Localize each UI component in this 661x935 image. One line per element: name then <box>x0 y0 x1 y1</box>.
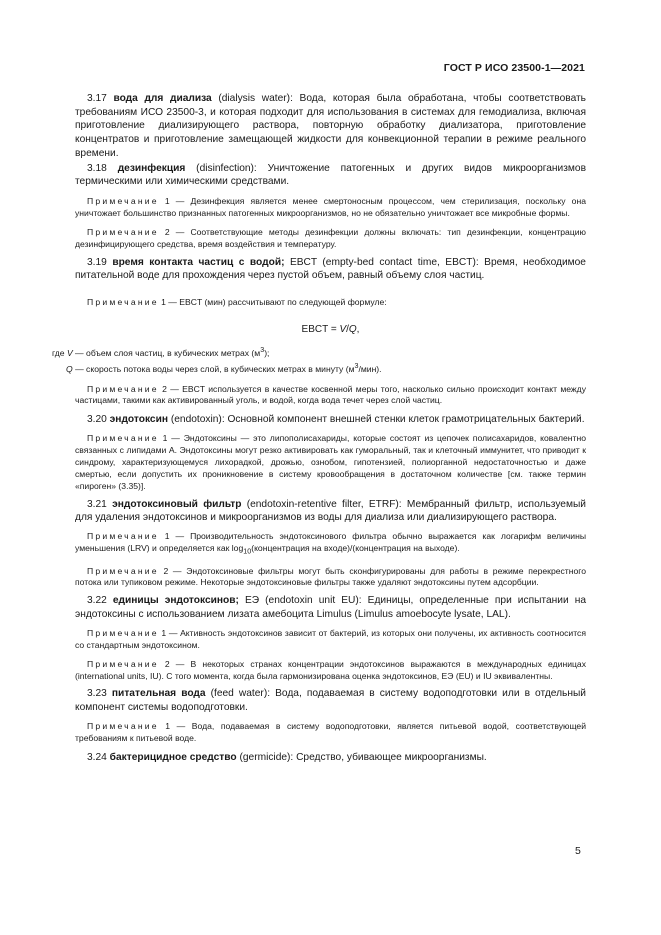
note-3-18-1: Примечание 1 — Дезинфекция является менее смертоносным процессом, чем стерилизация, поскольку она уничтожает большинство признанных патогенных микроорганизмов, но не обязательно уничтожает все микробные формы. <box>75 195 586 218</box>
term-3-17: 3.17 вода для диализа (dialysis water): Вода, которая была обработана, чтобы соответствовать требованиям ИСО 23500-3, и которая подходит для использования в системах для гемодиализа, включая приготовление диализирующего раствора, повторную обработку диализатора, приготовление концентратов и приготовление замещающей жидкости для конвекционной терапии в режиме реального времени. <box>75 93 586 159</box>
note-3-23-1: Примечание 1 — Вода, подаваемая в систему водоподготовки, является питьевой водой, соответствующей требованиям к питьевой воде. <box>75 720 586 743</box>
term-3-19: 3.19 время контакта частиц с водой; EBCT (empty-bed contact time, EBCT): Время, необходимое питательной воде для прохождения через пустой объем, равный объему слоя частиц. <box>75 256 586 282</box>
term-3-24: 3.24 бактерицидное средство (germicide): Средство, убивающее микроорганизмы. <box>87 751 487 763</box>
document-header: ГОСТ Р ИСО 23500-1—2021 <box>443 62 585 74</box>
note-3-19-1: Примечание 1 — EBCT (мин) рассчитывают по следующей формуле: <box>87 296 387 307</box>
formula-ebct: EBCT = V/Q, <box>301 323 360 335</box>
note-3-20-1: Примечание 1 — Эндотоксины — это липополисахариды, которые состоят из цепочек полисахаридов, ковалентно связанных с липидами А. Эндотоксины могут резко активировать как гуморальный, так и клеточный иммунитет, что приводит к синдрому, характеризующемуся лихорадкой, дрожью, ознобом, гипотензией, полиорганной недостаточностью и даже смертью, если допустить их проникновение в систему кровообращения в достаточном количестве [см. также термин «пироген» (3.35)]. <box>75 433 586 491</box>
term-3-21: 3.21 эндотоксиновый фильтр (endotoxin-retentive filter, ETRF): Мембранный фильтр, используемый для удаления эндотоксинов и микроорганизмов из воды для диализа или диализирующего раствора. <box>75 498 586 524</box>
note-3-21-2: Примечание 2 — Эндотоксиновые фильтры могут быть сконфигурированы для работы в режиме перекрестного потока или тупиковом режиме. Некоторые эндотоксиновые фильтры также удаляют эндотоксины путем адсорбции. <box>75 565 586 588</box>
term-3-20: 3.20 эндотоксин (endotoxin): Основной компонент внешней стенки клеток грамотрицательных бактерий. <box>87 414 585 426</box>
note-3-21-1: Примечание 1 — Производительность эндотоксинового фильтра обычно выражается как логарифм величины уменьшения (LRV) и определяется как $\log_{10}(концентрация$ на входе)/(концентрация на выходе). <box>75 531 586 556</box>
term-3-18: 3.18 дезинфекция (disinfection): Уничтожение патогенных и других видов микроорганизмов термическими или химическими средствами. <box>75 162 586 188</box>
term-3-23: 3.23 питательная вода (feed water): Вода, подаваемая в систему водоподготовки или в отдельный компонент системы водоподготовки. <box>75 688 586 714</box>
where-q: Q — скорость потока воды через слой, в кубических метрах в минуту $(м^3/мин)$. <box>66 361 382 374</box>
note-3-22-1: Примечание 1 — Активность эндотоксинов зависит от бактерий, из которых они получены, их активность соотносится со стандартным эндотоксином. <box>75 627 586 650</box>
note-3-22-2: Примечание 2 — В некоторых странах концентрации эндотоксинов выражаются в международных единицах (international units, IU). С того момента, когда была гармонизирована оценка эндотоксинов, ЕЭ (EU) и IU эквивалентны. <box>75 658 586 681</box>
page-number: 5 <box>575 845 581 857</box>
note-3-18-2: Примечание 2 — Соответствующие методы дезинфекции должны включать: тип дезинфекции, концентрацию дезинфицирующего средства, время воздействия и температуру. <box>75 226 586 249</box>
note-3-19-2: Примечание 2 — EBCT используется в качестве косвенной меры того, насколько сильно происходит контакт между частицами, такими как активированный уголь, и водой, когда вода течет через слой частиц. <box>75 383 586 406</box>
where-v: где V — объем слоя частиц, в кубических метрах $(м^3)$; <box>52 345 270 358</box>
document-body <box>52 92 586 764</box>
term-3-22: 3.22 единицы эндотоксинов; ЕЭ (endotoxin unit EU): Единицы, определенные при испытании на эндотоксины с использованием лизата амебоцита Limulus (Limulus amoebocyte lysate, LAL). <box>75 595 586 621</box>
